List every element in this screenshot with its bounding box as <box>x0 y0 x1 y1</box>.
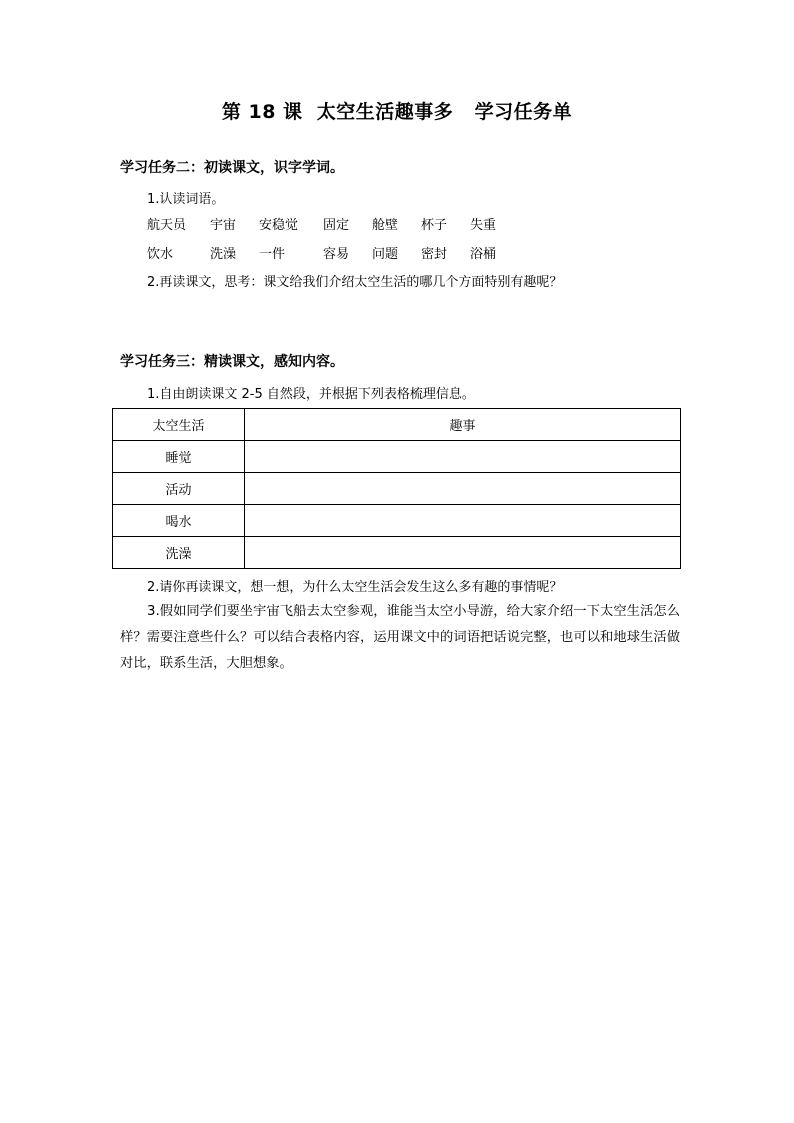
table-header-cell: 趣事 <box>245 409 681 441</box>
word: 失重 <box>470 218 497 233</box>
word: 容易 <box>323 247 350 262</box>
table-header-cell: 太空生活 <box>113 409 245 441</box>
table-header-row <box>113 409 681 441</box>
word: 固定 <box>323 218 350 233</box>
word: 安稳觉 <box>259 218 299 233</box>
table-answer-cell[interactable] <box>245 473 681 505</box>
task2-item1: 1.认读词语。 <box>147 192 225 207</box>
table-answer-cell[interactable] <box>245 441 681 473</box>
table-row-label: 睡觉 <box>113 441 245 473</box>
word: 洗澡 <box>210 247 237 262</box>
word: 舱壁 <box>372 218 399 233</box>
word: 饮水 <box>147 247 174 262</box>
task3-item1: 1.自由朗读课文 2-5 自然段，并根据下列表格梳理信息。 <box>147 387 475 402</box>
table-row <box>113 473 681 505</box>
table-row-label: 活动 <box>113 473 245 505</box>
page-title: 第 18 课 太空生活趣事多 学习任务单 <box>221 101 573 123</box>
task3-heading: 学习任务三：精读课文，感知内容。 <box>120 354 344 370</box>
word: 密封 <box>421 247 448 262</box>
task3-item2: 2.请你再读课文，想一想，为什么太空生活会发生这么多有趣的事情呢？ <box>147 580 563 595</box>
word: 杯子 <box>421 218 448 233</box>
table-row-label: 喝水 <box>113 505 245 537</box>
table-row <box>113 537 681 569</box>
info-table <box>112 408 681 569</box>
word: 一件 <box>259 247 286 262</box>
table-row <box>113 505 681 537</box>
table-answer-cell[interactable] <box>245 537 681 569</box>
table-row <box>113 441 681 473</box>
word: 浴桶 <box>470 247 497 262</box>
task3-item3: 3.假如同学们要坐宇宙飞船去太空参观，谁能当太空小导游，给大家介绍一下太空生活怎么样？需要注意些什么？可以结合表格内容，运用课文中的词语把话说完整，也可以和地球生活做对比，联系生活，大胆想象。 <box>120 604 680 671</box>
table-row-label: 洗澡 <box>113 537 245 569</box>
task2-heading: 学习任务二：初读课文，识字学词。 <box>120 160 344 176</box>
word: 问题 <box>372 247 399 262</box>
table-answer-cell[interactable] <box>245 505 681 537</box>
task2-item2: 2.再读课文，思考：课文给我们介绍太空生活的哪几个方面特别有趣呢？ <box>147 275 563 290</box>
word: 航天员 <box>147 218 187 233</box>
word: 宇宙 <box>210 218 237 233</box>
